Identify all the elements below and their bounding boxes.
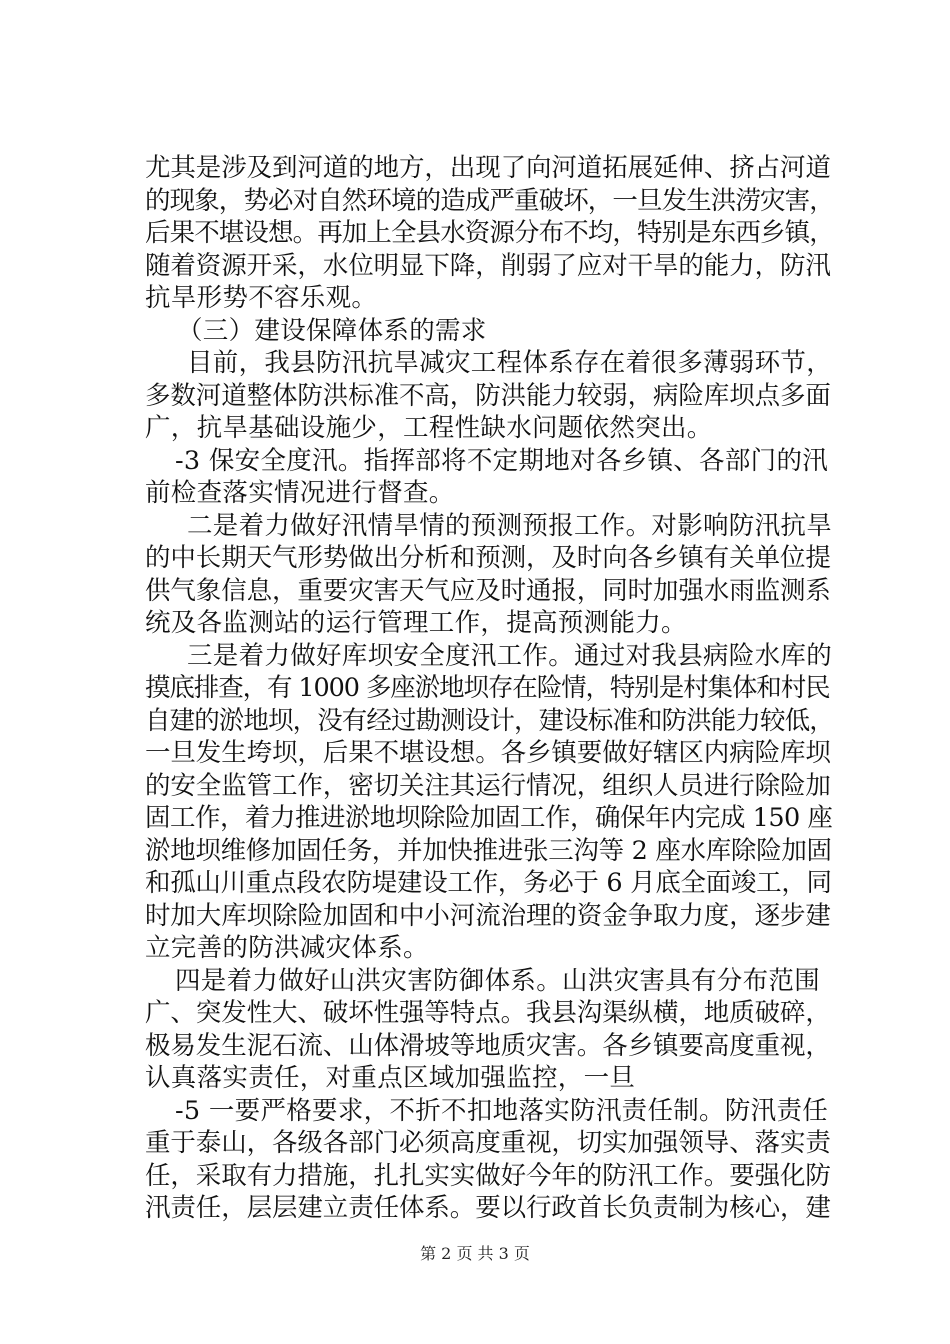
text-line: 广，抗旱基础设施少，工程性缺水问题依然突出。 <box>145 413 713 443</box>
text-line: -3 保安全度汛。指挥部将不定期地对各乡镇、各部门的汛 <box>175 445 829 476</box>
text-line: 极易发生泥石流、山体滑坡等地质灾害。各乡镇要高度重视， <box>145 1030 831 1061</box>
text-line: 三是着力做好库坝安全度汛工作。通过对我县病险水库的 <box>187 640 833 671</box>
text-line: -5 一要严格要求，不折不扣地落实防汛责任制。防汛责任 <box>175 1095 829 1126</box>
page-footer: 第 2 页 共 3 页 <box>420 1244 530 1263</box>
section-heading: （三）建设保障体系的需求 <box>177 315 487 346</box>
text-line: 立完善的防洪减灾体系。 <box>145 933 429 963</box>
text-line: 时加大库坝除险加固和中小河流治理的资金争取力度，逐步建 <box>145 900 831 931</box>
text-line: 随着资源开采，水位明显下降，削弱了应对干旱的能力，防汛 <box>145 250 831 281</box>
text-line: 统及各监测站的运行管理工作，提高预测能力。 <box>145 608 687 638</box>
text-line: 的中长期天气形势做出分析和预测，及时向各乡镇有关单位提 <box>145 543 831 573</box>
text-line: 的安全监管工作，密切关注其运行情况，组织人员进行除险加 <box>145 770 831 801</box>
text-line: 任，采取有力措施，扎扎实实做好今年的防汛工作。要强化防 <box>145 1160 831 1191</box>
text-line: 一旦发生垮坝，后果不堪设想。各乡镇要做好辖区内病险库坝 <box>145 738 831 768</box>
text-line: 多数河道整体防洪标准不高，防洪能力较弱，病险库坝点多面 <box>145 380 831 411</box>
text-line: 四是着力做好山洪灾害防御体系。山洪灾害具有分布范围 <box>175 965 821 996</box>
text-line: 二是着力做好汛情旱情的预测预报工作。对影响防汛抗旱 <box>187 510 833 541</box>
text-line: 后果不堪设想。再加上全县水资源分布不均，特别是东西乡镇， <box>145 218 834 248</box>
text-line: 供气象信息，重要灾害天气应及时通报，同时加强水雨监测系 <box>145 575 831 606</box>
text-line: 的现象，势必对自然环境的造成严重破坏，一旦发生洪涝灾害， <box>145 185 834 216</box>
text-line: 认真落实责任，对重点区域加强监控，一旦 <box>145 1063 636 1093</box>
text-line: 前检查落实情况进行督查。 <box>145 478 455 508</box>
text-line: 广、突发性大、破坏性强等特点。我县沟渠纵横，地质破碎， <box>145 998 831 1028</box>
text-line: 重于泰山，各级各部门必须高度重视，切实加强领导、落实责 <box>145 1128 831 1158</box>
body-text <box>145 152 835 1225</box>
text-line: 抗旱形势不容乐观。 <box>145 283 378 313</box>
text-line: 汛责任，层层建立责任体系。要以行政首长负责制为核心，建 <box>145 1193 831 1223</box>
text-line: 目前，我县防汛抗旱减灾工程体系存在着很多薄弱环节， <box>187 348 833 378</box>
text-line: 摸底排查，有 1000 多座淤地坝存在险情，特别是村集体和村民 <box>145 673 830 703</box>
text-line: 和孤山川重点段农防堤建设工作，务必于 6 月底全面竣工，同 <box>145 868 832 898</box>
text-line: 淤地坝维修加固任务，并加快推进张三沟等 2 座水库除险加固 <box>145 835 832 866</box>
text-line: 固工作，着力推进淤地坝除险加固工作，确保年内完成 150 座 <box>145 803 833 833</box>
text-line: 尤其是涉及到河道的地方，出现了向河道拓展延伸、挤占河道 <box>145 153 831 183</box>
text-line: 自建的淤地坝，没有经过勘测设计，建设标准和防洪能力较低， <box>145 705 834 736</box>
